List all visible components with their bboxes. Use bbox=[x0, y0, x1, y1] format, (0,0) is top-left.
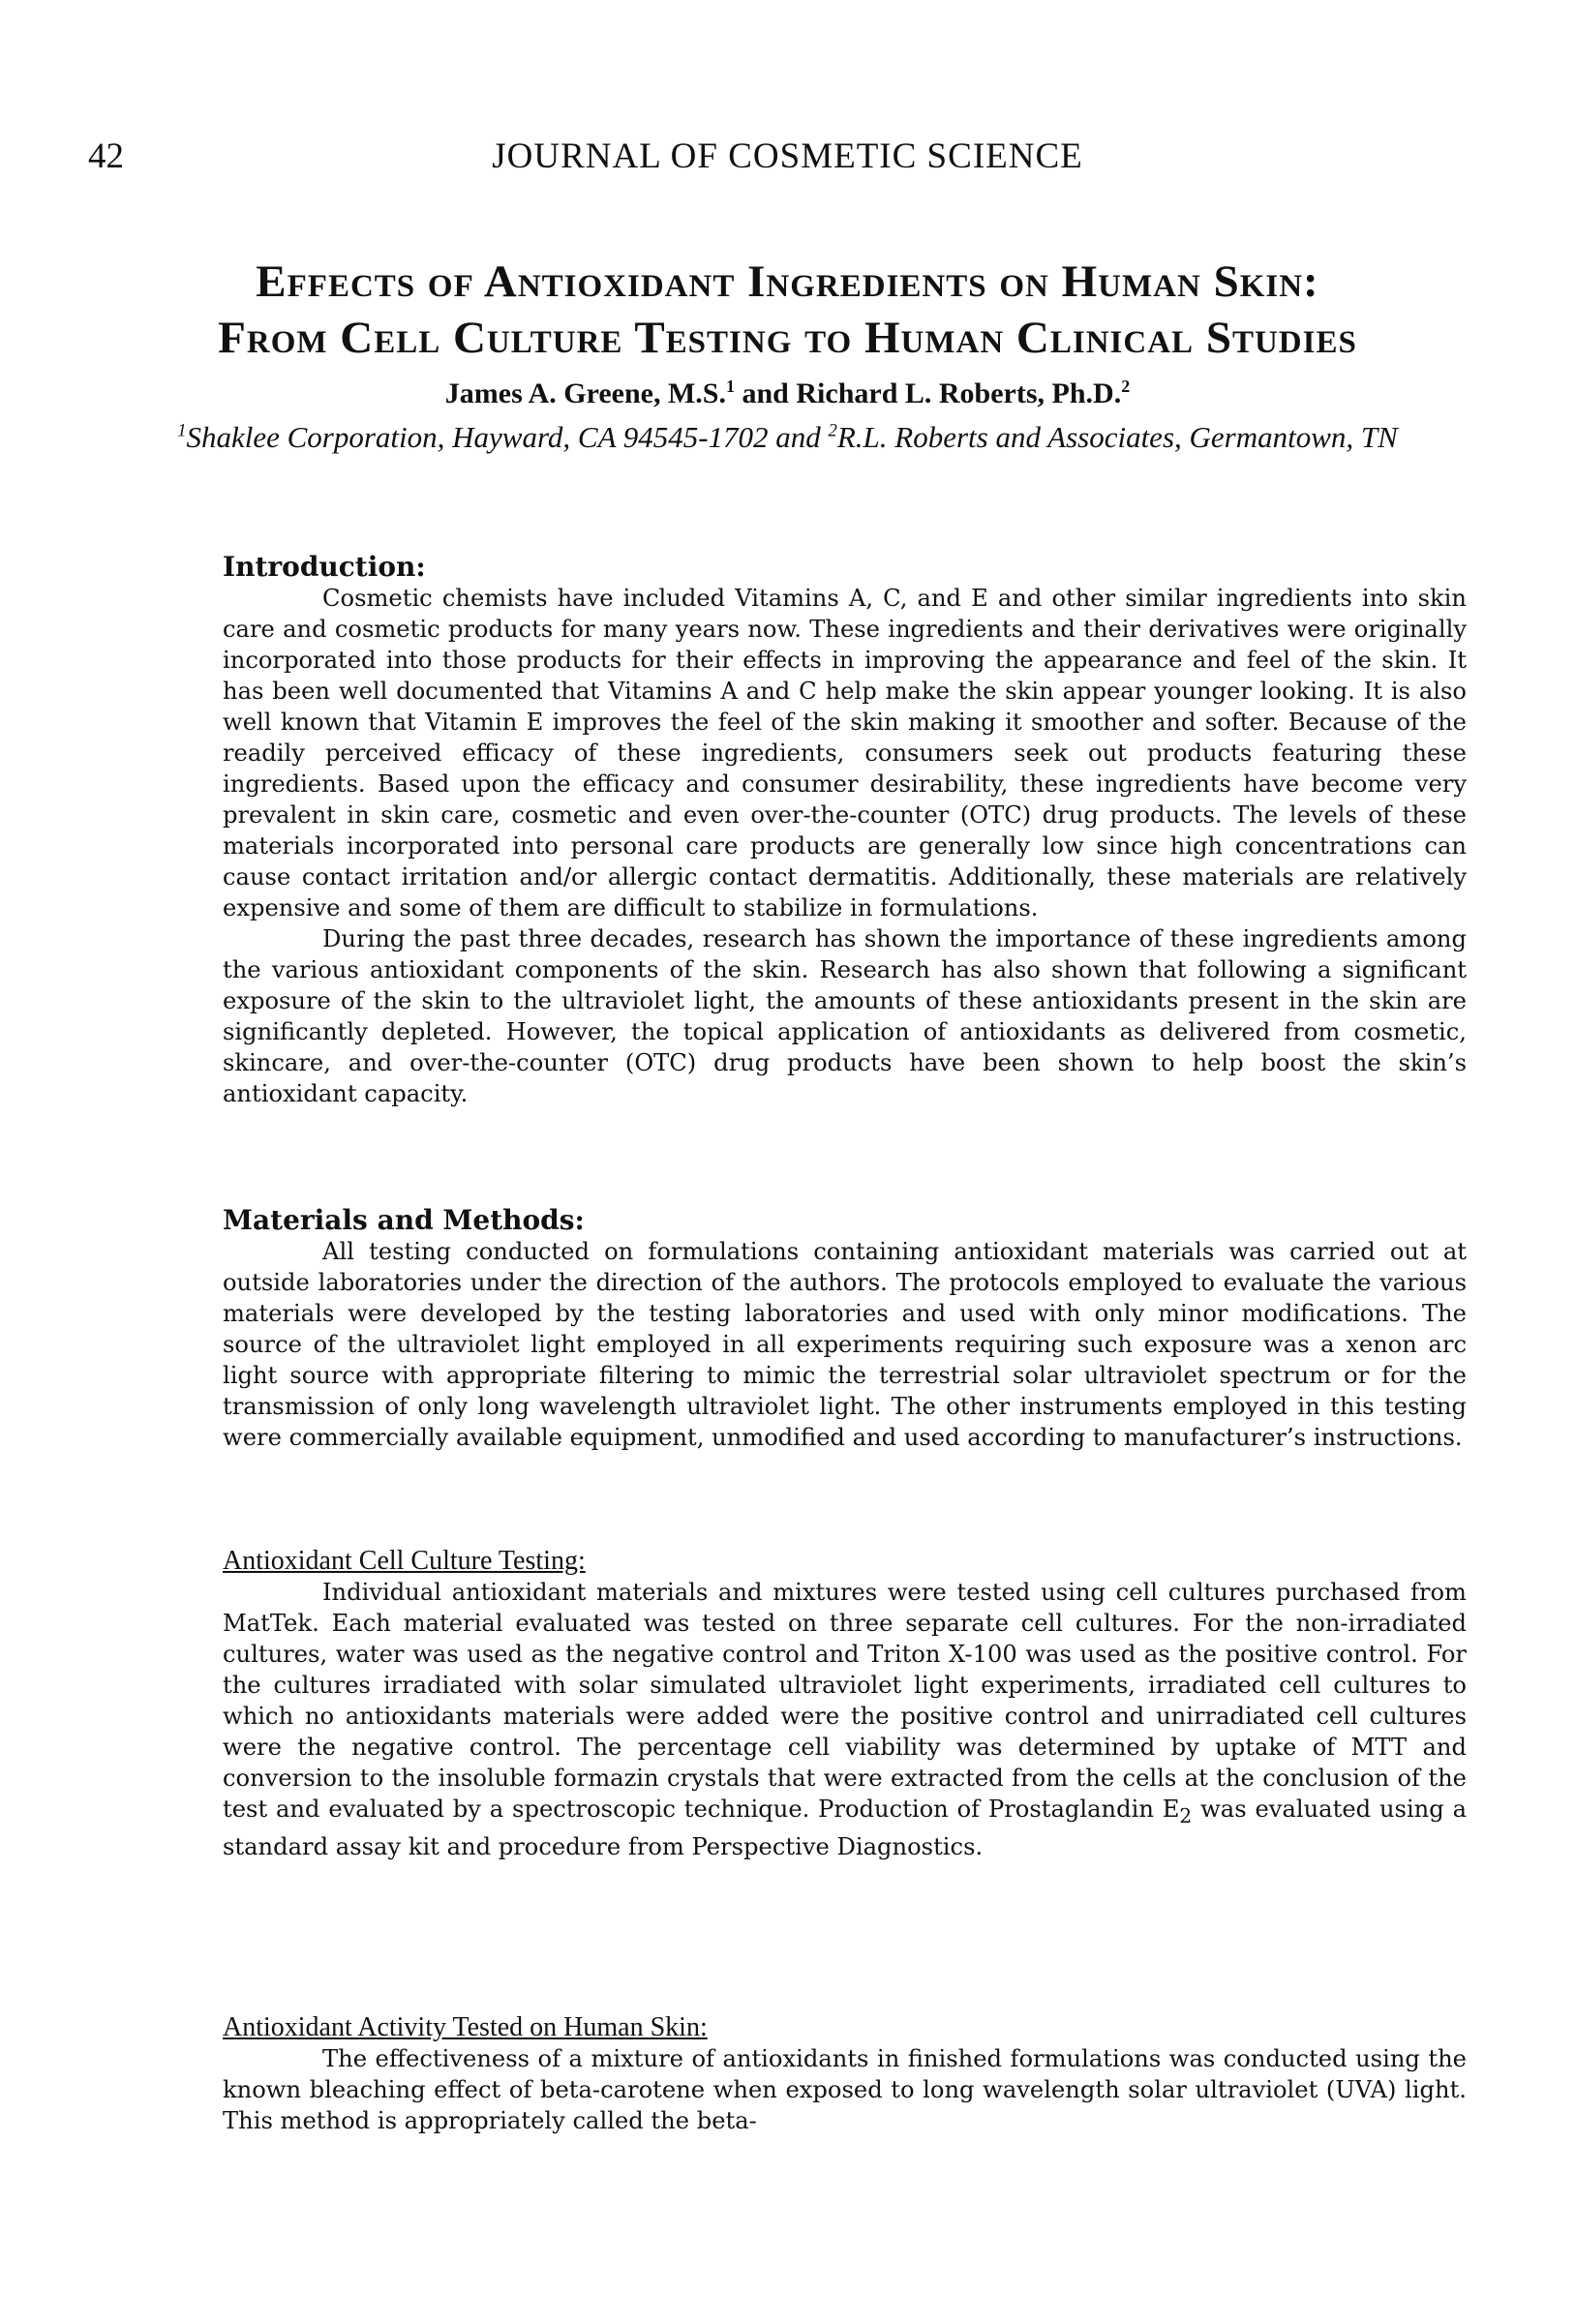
introduction-heading: Introduction: bbox=[223, 551, 426, 583]
section-cell-culture bbox=[223, 1546, 1467, 1862]
human-skin-heading: Antioxidant Activity Tested on Human Skin: bbox=[223, 2012, 708, 2042]
author-2: Richard L. Roberts, Ph.D. bbox=[796, 377, 1122, 409]
page-number: 42 bbox=[88, 136, 124, 176]
section-introduction bbox=[223, 552, 1467, 1109]
cell-culture-text-b: was evaluated using a standard assay kit and procedure from Perspective Diagnostics. bbox=[223, 1796, 1467, 1860]
affiliation-1-marker: 1 bbox=[177, 420, 187, 441]
cell-culture-text-a: Individual antioxidant materials and mixtures were tested using cell cultures purchased from MatTek. Each material evaluated was tested on three separate cell cultures. For the non-irradiated cultures, water was used as the negative control and Triton X-100 was used as the positive control. For the cultures irradiated with solar simulated ultraviolet light experiments, irradiated cell cultures to which no antioxidants materials were added were the positive control and unirradiated cell cultures were the negative control. The percentage cell viability was determined by uptake of MTT and conversion to the insoluble formazin crystals that were extracted from the cells at the conclusion of the test and evaluated by a spectroscopic technique. Production of Prostaglandin E bbox=[223, 1579, 1467, 1823]
introduction-paragraph-2: During the past three decades, research has shown the importance of these ingredients among the various antioxidant components of the skin. Research has also shown that following a significant exposure of the skin to the ultraviolet light, the amounts of these antioxidants present in the skin are significantly depleted. However, the topical application of antioxidants as delivered from cosmetic, skincare, and over-the-counter (OTC) drug products have been shown to help boost the skin’s antioxidant capacity. bbox=[223, 925, 1467, 1107]
author-line bbox=[0, 377, 1575, 410]
article-title bbox=[0, 254, 1575, 366]
cell-culture-paragraph bbox=[223, 1577, 1467, 1862]
introduction-paragraph-1: Cosmetic chemists have included Vitamins A, C, and E and other similar ingredients into skin care and cosmetic products for many years now. These ingredients and their derivatives were originally incorporated into those products for their effects in improving the appearance and feel of the skin. It has been well documented that Vitamins A and C help make the skin appear younger looking. It is also well known that Vitamin E improves the feel of the skin making it smoother and softer. Because of the readily perceived efficacy of these ingredients, consumers seek out products featuring these ingredients. Based upon the efficacy and consumer desirability, these ingredients have become very prevalent in skin care, cosmetic and even over-the-counter (OTC) drug products. The levels of these materials incorporated into personal care products are generally low since high concentrations can cause contact irritation and/or allergic contact dermatitis. Additionally, these materials are relatively expensive and some of them are difficult to stabilize in formulations. bbox=[223, 585, 1467, 921]
methods-heading: Materials and Methods: bbox=[223, 1204, 585, 1236]
author-2-marker: 2 bbox=[1121, 377, 1131, 396]
author-separator: and bbox=[735, 377, 797, 409]
affiliation-2: R.L. Roberts and Associates, Germantown, TN bbox=[836, 420, 1398, 454]
cell-culture-heading: Antioxidant Cell Culture Testing: bbox=[223, 1546, 586, 1576]
section-human-skin bbox=[223, 2012, 1467, 2136]
article-title-line-2: From Cell Culture Testing to Human Clinical Studies bbox=[218, 313, 1357, 363]
methods-paragraph-1: All testing conducted on formulations containing antioxidant materials was carried out at outside laboratories under the direction of the authors. The protocols employed to evaluate the various materials were developed by the testing laboratories and used with only minor modifications. The source of the ultraviolet light employed in all experiments requiring such exposure was a xenon arc light source with appropriate filtering to mimic the terrestrial solar ultraviolet spectrum or for the transmission of only long wavelength ultraviolet light. The other instruments employed in this testing were commercially available equipment, unmodified and used according to manufacturer’s instructions. bbox=[223, 1238, 1467, 1451]
section-materials-methods bbox=[223, 1205, 1467, 1453]
running-head bbox=[0, 136, 1575, 184]
affiliation-1: Shaklee Corporation, Hayward, CA 94545-1702 and bbox=[186, 420, 829, 454]
cell-culture-subscript: 2 bbox=[1179, 1803, 1193, 1827]
journal-title: JOURNAL OF COSMETIC SCIENCE bbox=[492, 136, 1083, 176]
affiliation-2-marker: 2 bbox=[828, 420, 837, 441]
affiliation-line bbox=[0, 420, 1575, 455]
human-skin-paragraph: The effectiveness of a mixture of antioxidants in finished formulations was conducted using the known bleaching effect of beta-carotene when exposed to long wavelength solar ultraviolet (UVA) light. This method is appropriately called the beta- bbox=[223, 2045, 1467, 2134]
article-title-line-1: Effects of Antioxidant Ingredients on Human Skin: bbox=[256, 257, 1319, 307]
author-1: James A. Greene, M.S. bbox=[444, 377, 726, 409]
author-1-marker: 1 bbox=[726, 377, 735, 396]
